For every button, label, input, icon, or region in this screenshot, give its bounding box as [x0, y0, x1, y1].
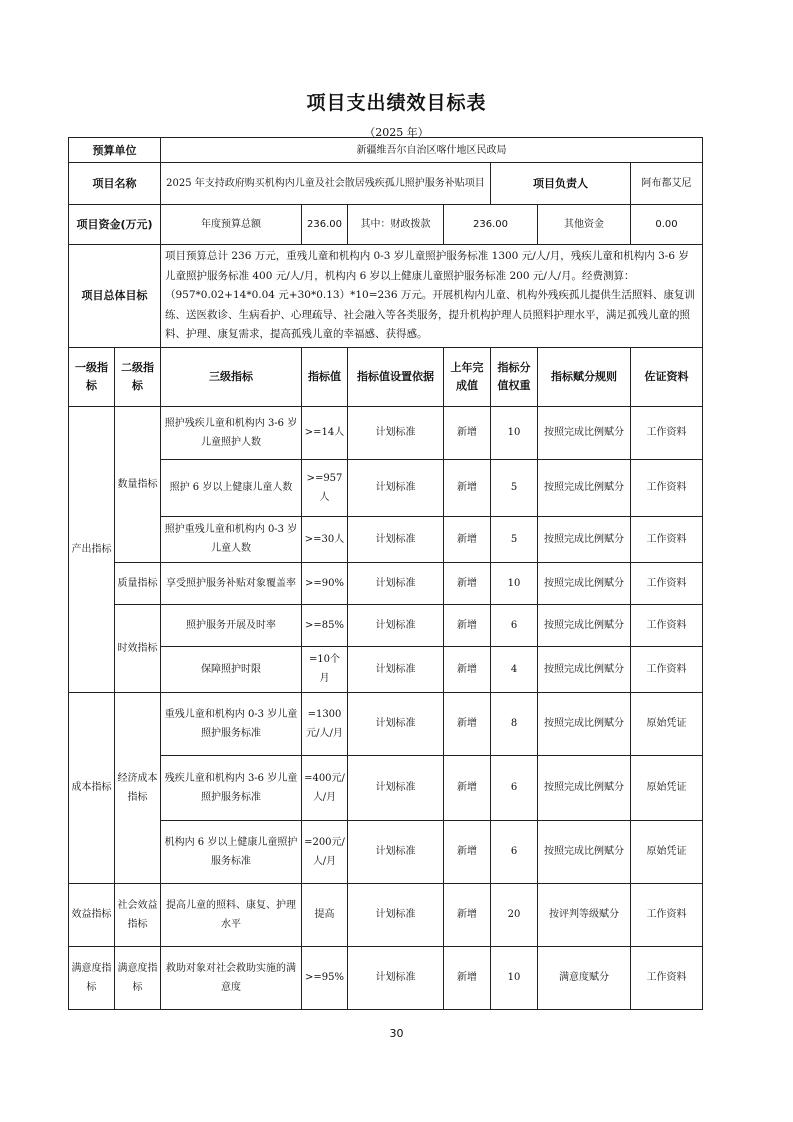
indicator-name: 机构内 6 岁以上健康儿童照护服务标准 — [161, 820, 302, 883]
indicator-name: 保障照护时限 — [161, 646, 302, 692]
table-row — [69, 946, 703, 1009]
page-title: 项目支出绩效目标表 — [306, 92, 487, 114]
other-label: 其他资金 — [538, 205, 631, 245]
annual-budget-value: 236.00 — [302, 205, 348, 245]
indicator-rule: 按照完成比例赋分 — [538, 406, 631, 459]
indicator-value: 提高 — [302, 883, 348, 946]
header-row — [69, 347, 703, 406]
indicator-weight: 4 — [491, 646, 538, 692]
indicator-prev: 新增 — [444, 692, 491, 755]
header-l2: 二级指标 — [115, 347, 161, 406]
indicator-evidence: 工作资料 — [631, 406, 703, 459]
indicator-evidence: 原始凭证 — [631, 692, 703, 755]
indicator-value: >=14人 — [302, 406, 348, 459]
indicator-rule: 按照完成比例赋分 — [538, 646, 631, 692]
table-row — [69, 406, 703, 459]
group-econ-cost: 经济成本指标 — [115, 692, 161, 883]
indicator-weight: 10 — [491, 562, 538, 604]
indicator-evidence: 工作资料 — [631, 646, 703, 692]
indicator-prev: 新增 — [444, 755, 491, 820]
indicator-evidence: 工作资料 — [631, 883, 703, 946]
indicator-weight: 6 — [491, 820, 538, 883]
indicator-name: 残疾儿童和机构内 3-6 岁儿童照护服务标准 — [161, 755, 302, 820]
funds-label: 项目资金(万元) — [69, 205, 161, 245]
indicator-basis: 计划标准 — [348, 820, 444, 883]
indicator-weight: 5 — [491, 516, 538, 562]
indicator-evidence: 工作资料 — [631, 516, 703, 562]
indicator-weight: 6 — [491, 755, 538, 820]
indicator-evidence: 工作资料 — [631, 459, 703, 516]
group-social-benefit: 社会效益指标 — [115, 883, 161, 946]
indicator-rule: 按照完成比例赋分 — [538, 562, 631, 604]
indicator-weight: 10 — [491, 946, 538, 1009]
indicator-name: 救助对象对社会救助实施的满意度 — [161, 946, 302, 1009]
indicator-rule: 按照完成比例赋分 — [538, 755, 631, 820]
group-satisfaction-sub: 满意度指标 — [115, 946, 161, 1009]
overall-goal-text: 项目预算总计 236 万元，重残儿童和机构内 0-3 岁儿童照护服务标准 1300 元/人/月，残疾儿童和机构内 3-6 岁儿童照护服务标准 400 元/人/月，机构内 6 岁以上健康儿童照护服务标准 200 元/人/月。经费测算：（957*0.02+14*0.04 元+30*0.13）*10=236 万元。开展机构内儿童、机构外残疾孤儿提供生活照料、康复训练、送医救诊、生病看护、心理疏导、社会融入等各类服务，提升机构护理人员照料护理水平，满足孤残儿童的照料、护理、康复需求，提高孤残儿童的幸福感、获得感。 — [161, 245, 703, 348]
indicator-value: =10个月 — [302, 646, 348, 692]
overall-goal-label: 项目总体目标 — [69, 245, 161, 348]
indicator-prev: 新增 — [444, 406, 491, 459]
indicator-prev: 新增 — [444, 604, 491, 646]
indicator-rule: 按照完成比例赋分 — [538, 516, 631, 562]
indicator-basis: 计划标准 — [348, 459, 444, 516]
indicator-weight: 6 — [491, 604, 538, 646]
indicator-prev: 新增 — [444, 883, 491, 946]
page-number: 30 — [389, 1027, 404, 1040]
fiscal-label: 其中：财政拨款 — [348, 205, 444, 245]
table-row — [69, 459, 703, 516]
project-name-label: 项目名称 — [69, 163, 161, 205]
indicator-prev: 新增 — [444, 820, 491, 883]
indicator-name: 照护残疾儿童和机构内 3-6 岁儿童照护人数 — [161, 406, 302, 459]
annual-budget-label: 年度预算总额 — [161, 205, 302, 245]
indicator-basis: 计划标准 — [348, 646, 444, 692]
table-row — [69, 516, 703, 562]
group-satisfaction: 满意度指标 — [69, 946, 115, 1009]
indicator-value: >=85% — [302, 604, 348, 646]
performance-table — [68, 137, 703, 1010]
indicator-prev: 新增 — [444, 562, 491, 604]
header-l3: 三级指标 — [161, 347, 302, 406]
indicator-evidence: 工作资料 — [631, 946, 703, 1009]
table-row — [69, 604, 703, 646]
group-output: 产出指标 — [69, 406, 115, 692]
header-rule: 指标赋分规则 — [538, 347, 631, 406]
header-basis: 指标值设置依据 — [348, 347, 444, 406]
group-quantity: 数量指标 — [115, 406, 161, 562]
indicator-basis: 计划标准 — [348, 562, 444, 604]
indicator-basis: 计划标准 — [348, 406, 444, 459]
indicator-basis: 计划标准 — [348, 604, 444, 646]
project-name-row — [69, 163, 703, 205]
indicator-evidence: 原始凭证 — [631, 820, 703, 883]
indicator-prev: 新增 — [444, 646, 491, 692]
indicator-weight: 20 — [491, 883, 538, 946]
project-lead-label: 项目负责人 — [491, 163, 631, 205]
indicator-basis: 计划标准 — [348, 516, 444, 562]
indicator-value: =1300元/人/月 — [302, 692, 348, 755]
project-lead-value: 阿布都艾尼 — [631, 163, 703, 205]
table-row — [69, 646, 703, 692]
indicator-prev: 新增 — [444, 946, 491, 1009]
indicator-rule: 满意度赋分 — [538, 946, 631, 1009]
indicator-basis: 计划标准 — [348, 755, 444, 820]
other-value: 0.00 — [631, 205, 703, 245]
budget-unit-label: 预算单位 — [69, 138, 161, 163]
table-row — [69, 820, 703, 883]
group-quality: 质量指标 — [115, 562, 161, 604]
header-prev: 上年完成值 — [444, 347, 491, 406]
overall-goal-row — [69, 245, 703, 348]
table-row — [69, 883, 703, 946]
indicator-evidence: 工作资料 — [631, 562, 703, 604]
indicator-value: >=957人 — [302, 459, 348, 516]
header-l1: 一级指标 — [69, 347, 115, 406]
indicator-value: >=30人 — [302, 516, 348, 562]
group-timeliness: 时效指标 — [115, 604, 161, 692]
indicator-value: =200元/人/月 — [302, 820, 348, 883]
budget-unit-row — [69, 138, 703, 163]
indicator-basis: 计划标准 — [348, 946, 444, 1009]
indicator-value: >=90% — [302, 562, 348, 604]
group-benefit: 效益指标 — [69, 883, 115, 946]
indicator-basis: 计划标准 — [348, 692, 444, 755]
table-row — [69, 692, 703, 755]
indicator-name: 照护服务开展及时率 — [161, 604, 302, 646]
indicator-weight: 8 — [491, 692, 538, 755]
indicator-prev: 新增 — [444, 459, 491, 516]
fiscal-value: 236.00 — [444, 205, 538, 245]
indicator-value: =400元/人/月 — [302, 755, 348, 820]
header-evidence: 佐证资料 — [631, 347, 703, 406]
table-row — [69, 562, 703, 604]
project-name-value: 2025 年支持政府购买机构内儿童及社会散居残疾孤儿照护服务补贴项目 — [161, 163, 491, 205]
indicator-evidence: 工作资料 — [631, 604, 703, 646]
indicator-name: 照护重残儿童和机构内 0-3 岁儿童人数 — [161, 516, 302, 562]
year-label: （2025 年） — [364, 126, 429, 139]
indicator-rule: 按照完成比例赋分 — [538, 692, 631, 755]
indicator-rule: 按评判等级赋分 — [538, 883, 631, 946]
indicator-rule: 按照完成比例赋分 — [538, 459, 631, 516]
indicator-name: 提高儿童的照料、康复、护理水平 — [161, 883, 302, 946]
indicator-rule: 按照完成比例赋分 — [538, 604, 631, 646]
indicator-name: 享受照护服务补贴对象覆盖率 — [161, 562, 302, 604]
budget-unit-value: 新疆维吾尔自治区喀什地区民政局 — [161, 138, 703, 163]
indicator-value: >=95% — [302, 946, 348, 1009]
indicator-rule: 按照完成比例赋分 — [538, 820, 631, 883]
indicator-weight: 5 — [491, 459, 538, 516]
table-row — [69, 755, 703, 820]
indicator-basis: 计划标准 — [348, 883, 444, 946]
group-cost: 成本指标 — [69, 692, 115, 883]
header-value: 指标值 — [302, 347, 348, 406]
indicator-weight: 10 — [491, 406, 538, 459]
indicator-name: 重残儿童和机构内 0-3 岁儿童照护服务标准 — [161, 692, 302, 755]
header-weight: 指标分值权重 — [491, 347, 538, 406]
funds-row — [69, 205, 703, 245]
indicator-evidence: 原始凭证 — [631, 755, 703, 820]
indicator-name: 照护 6 岁以上健康儿童人数 — [161, 459, 302, 516]
indicator-prev: 新增 — [444, 516, 491, 562]
